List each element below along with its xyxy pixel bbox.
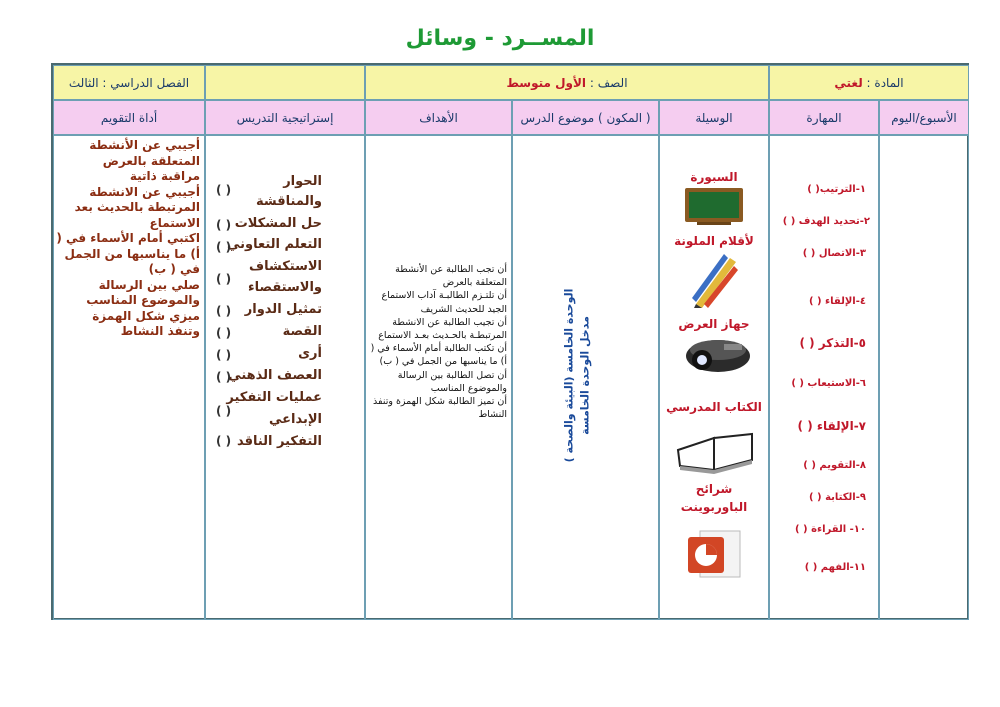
- strategy-paren: ( ): [216, 240, 232, 254]
- tool-book-label: الكتاب المدرسي: [666, 400, 762, 414]
- strategy-paren: ( ): [216, 183, 232, 197]
- col-skill: المهارة: [769, 100, 879, 135]
- strategy-item: والاستقصاء: [247, 280, 322, 295]
- week-cell: [879, 135, 969, 620]
- strategy-item: أرى: [298, 346, 322, 361]
- powerpoint-icon: [686, 529, 742, 581]
- col-tool: الوسيلة: [659, 100, 769, 135]
- grade-label: الصف :: [589, 75, 628, 90]
- skill-item: ١١-الفهم ( ): [804, 562, 866, 573]
- tool-slides-label-2: الباوربوينت: [680, 500, 748, 514]
- assessment-item: مراقبة ذاتية: [129, 169, 200, 183]
- tool-cell: [659, 135, 769, 620]
- tool-pens-label: لأقلام الملونة: [674, 234, 754, 248]
- term-cell-spacer: [205, 65, 365, 100]
- term-label: الفصل الدراسي :: [102, 75, 190, 90]
- subject-label: المادة :: [866, 75, 904, 90]
- strategy-paren: ( ): [216, 404, 232, 418]
- assessment-item: أجيبي عن الأنشطة المتعلقة بالعرض: [89, 138, 200, 168]
- strategy-item: والمناقشة: [256, 194, 322, 209]
- col-topic: ( المكون ) موضوع الدرس: [512, 100, 659, 135]
- goals-list: [366, 263, 511, 421]
- col-strategy: إستراتيجية التدريس: [205, 100, 365, 135]
- term-value: الثالث: [68, 75, 99, 90]
- strategy-cell: [205, 135, 365, 620]
- topic-cell: [512, 135, 659, 620]
- assessment-item: ميزي شكل الهمزة وتنفذ النشاط: [92, 308, 200, 338]
- term-cell: [53, 65, 205, 100]
- skill-item: ٧-الإلقاء ( ): [797, 419, 866, 433]
- skill-item: ٦-الاستيعاب ( ): [791, 378, 866, 389]
- strategy-item: القصة: [282, 324, 322, 339]
- strategy-paren: ( ): [216, 218, 232, 232]
- strategy-item: الحوار: [283, 174, 322, 189]
- colored-pencils-icon: [690, 252, 742, 308]
- strategy-paren: ( ): [216, 348, 232, 362]
- grade-cell: [365, 65, 769, 100]
- topic-line-1: مدخل الوحدة الخامسة: [578, 316, 592, 435]
- tool-board-label: السبورة: [690, 170, 738, 184]
- col-goals: الأهداف: [365, 100, 512, 135]
- skill-item: ٩-الكتابة ( ): [808, 492, 866, 503]
- skill-item: ٥-التذكر ( ): [799, 336, 866, 350]
- strategy-item: الإبداعي: [268, 412, 322, 427]
- skill-cell: [769, 135, 879, 620]
- skill-item: ٨-التقويم ( ): [803, 460, 866, 471]
- col-assessment: أداة التقويم: [53, 100, 205, 135]
- subject-cell: [769, 65, 969, 100]
- strategy-item: تمثيل الدوار: [244, 302, 322, 317]
- tool-slides-label-1: شرائح: [695, 482, 733, 496]
- skill-item: ٣-الاتصال ( ): [802, 248, 866, 259]
- goal-item: أن تلتـزم الطالبـة آداب الاستماع الجيد للحديث الشريف: [381, 290, 507, 315]
- strategy-item: الاستكشاف: [249, 259, 322, 274]
- strategy-item: التفكير الناقد: [236, 434, 322, 449]
- strategy-item: العصف الذهني: [228, 368, 322, 383]
- strategy-item: التعلم التعاوني: [227, 237, 322, 252]
- blackboard-icon: [683, 186, 745, 228]
- assessment-item: اكتبي أمام الأسماء في ( أ) ما يناسبها من الجمل في ( ب): [56, 231, 200, 276]
- strategy-item: حل المشكلات: [234, 216, 322, 231]
- topic-line-2: الوحدة الخامسة (البيئة والصحة ): [562, 288, 576, 463]
- goal-item: أن تجب الطالبة عن الأنشطة المتعلقة بالعرض: [395, 264, 507, 289]
- projector-icon: [678, 334, 752, 378]
- book-icon: [674, 420, 756, 476]
- col-week: الأسبوع/اليوم: [879, 100, 969, 135]
- goal-item: أن تميز الطالبة شكل الهمزة وتنفذ النشاط: [373, 396, 507, 421]
- strategy-paren: ( ): [216, 326, 232, 340]
- strategy-paren: ( ): [216, 304, 232, 318]
- skill-item: ٤-الإلقاء ( ): [808, 296, 866, 307]
- goal-item: أن تجيب الطالبة عن الانشطة المرتبطـة بالحـديث بعـد الاستماع: [378, 316, 507, 342]
- strategy-item: عمليات التفكير: [226, 390, 322, 405]
- goal-item: أن تكتب الطالبة أمام الأسماء في ( أ) ما يناسبها من الجمل في ( ب): [370, 343, 507, 368]
- subject-value: لغتي: [834, 75, 863, 90]
- lesson-table: [51, 63, 969, 620]
- goal-item: أن تصل الطالبة بين الرسالة والموضوع المناسب: [397, 369, 507, 394]
- assessment-item: صلي بين الرسالة والموضوع المناسب: [86, 277, 200, 307]
- assessment-list: [54, 136, 204, 340]
- assessment-cell: [53, 135, 205, 620]
- strategy-paren: ( ): [216, 434, 232, 448]
- assessment-item: أجيبي عن الانشطة المرتبطة بالحديث بعد الاستماع: [74, 184, 200, 230]
- grade-value: الأول متوسط: [506, 75, 587, 90]
- skill-item: ٢-تحديد الهدف ( ): [782, 216, 870, 227]
- strategy-paren: ( ): [216, 272, 232, 286]
- tool-projector-label: جهاز العرض: [678, 317, 750, 331]
- skill-item: ١-الترتيب( ): [807, 184, 866, 195]
- strategy-paren: ( ): [216, 370, 232, 384]
- goals-cell: [365, 135, 512, 620]
- page-title: المســرد - وسائل: [405, 26, 595, 51]
- skill-item: ١٠- القراءة ( ): [795, 524, 866, 535]
